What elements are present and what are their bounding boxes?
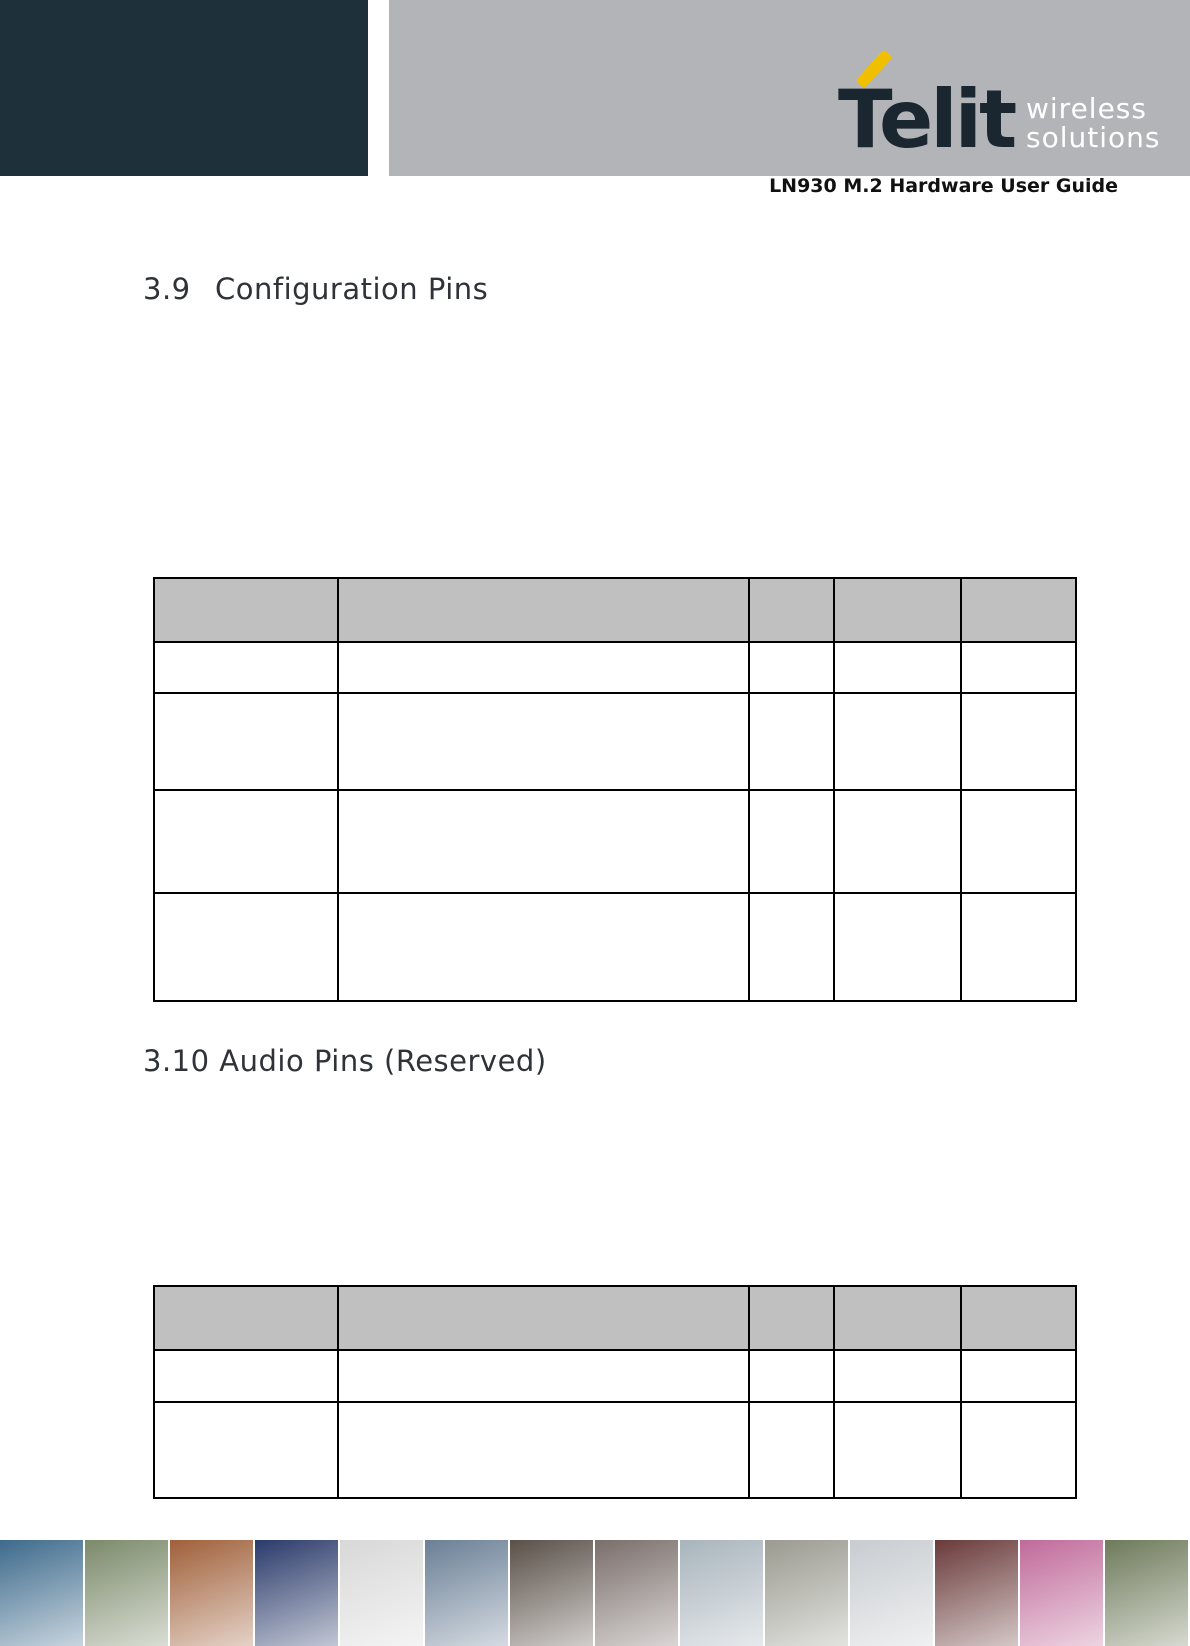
footer-photo-tile — [935, 1540, 1020, 1646]
section-number: 3.9 — [143, 272, 191, 306]
audio-pins-table — [153, 1285, 1077, 1499]
footer-photo-tile — [765, 1540, 850, 1646]
section-heading-audio-pins — [143, 1044, 547, 1078]
header-dark-panel — [0, 0, 368, 176]
footer-photo-tile — [680, 1540, 765, 1646]
table-header-row — [154, 578, 1076, 642]
footer-photo-tile — [1105, 1540, 1190, 1646]
table-row — [154, 1402, 1076, 1498]
footer-photo-tile — [1020, 1540, 1105, 1646]
logo-wordmark: Telit — [838, 73, 1015, 166]
footer-photo-tile — [850, 1540, 935, 1646]
table-header-row — [154, 1286, 1076, 1350]
footer-photo-tile — [425, 1540, 510, 1646]
footer-photo-tile — [340, 1540, 425, 1646]
table-row — [154, 642, 1076, 693]
footer-photo-tile — [255, 1540, 340, 1646]
footer-photo-tile — [510, 1540, 595, 1646]
section-title: Configuration Pins — [215, 272, 489, 306]
telit-logo — [838, 48, 1161, 166]
configuration-pins-table — [153, 577, 1077, 1002]
footer-image-strip — [0, 1540, 1190, 1646]
document-title: LN930 M.2 Hardware User Guide — [769, 175, 1118, 197]
section-number: 3.10 — [143, 1044, 210, 1078]
table-row — [154, 693, 1076, 790]
section-heading-configuration-pins — [143, 272, 488, 306]
table-row — [154, 1350, 1076, 1402]
footer-photo-tile — [595, 1540, 680, 1646]
logo-tagline: wireless solutions — [1026, 92, 1161, 154]
section-title: Audio Pins (Reserved) — [219, 1044, 547, 1078]
table-row — [154, 893, 1076, 1001]
footer-photo-tile — [170, 1540, 255, 1646]
footer-photo-tile — [0, 1540, 85, 1646]
footer-photo-tile — [85, 1540, 170, 1646]
table-row — [154, 790, 1076, 893]
